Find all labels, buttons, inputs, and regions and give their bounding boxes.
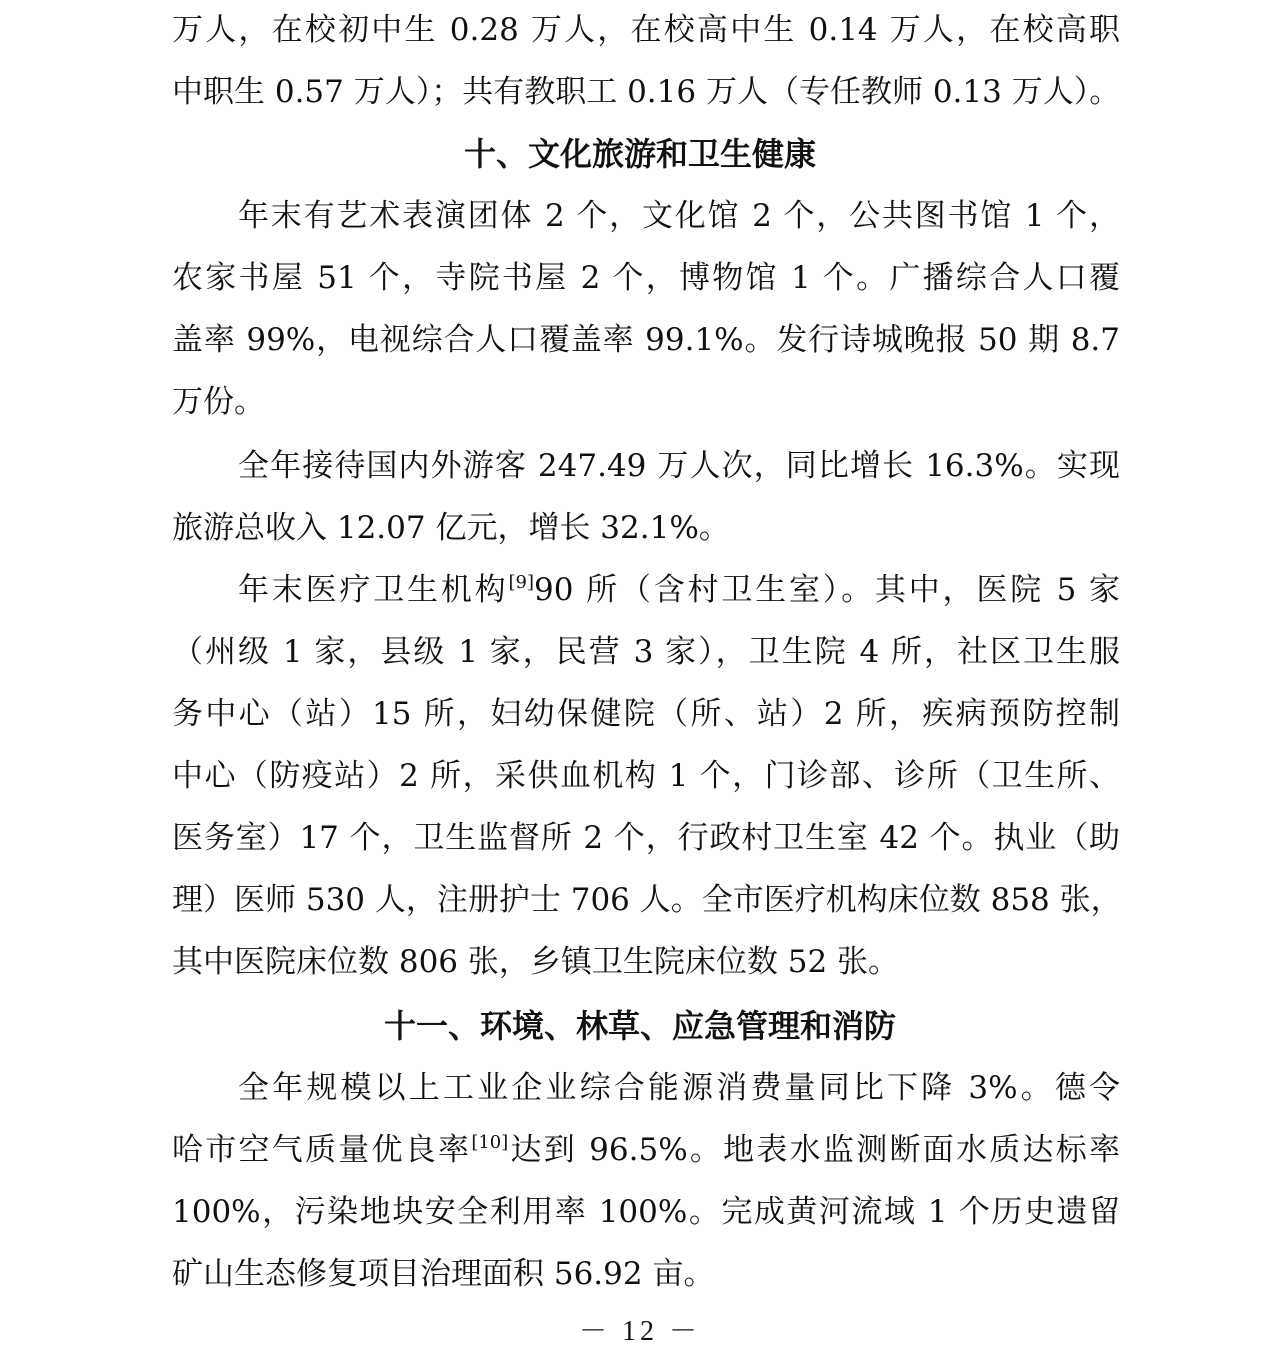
line-text: 90 所（含村卫生室）。其中，医院 5 家 [533,572,1120,608]
line-text: 达到 96.5%。地表水监测断面水质达标率 [508,1132,1120,1168]
paragraph-line: 旅游总收入 12.07 亿元，增长 32.1%。 [172,510,730,546]
section-heading-environment-forestry-emergency: 十一、环境、林草、应急管理和消防 [383,1007,896,1045]
paragraph-line [172,1126,1120,1174]
paragraph-line [238,566,1120,614]
section-heading-culture-tourism-health: 十、文化旅游和卫生健康 [463,135,816,173]
paragraph-line: 年末有艺术表演团体 2 个，文化馆 2 个，公共图书馆 1 个， [238,198,1120,234]
paragraph-line: 理）医师 530 人，注册护士 706 人。全市医疗机构床位数 858 张， [172,882,1122,918]
footnote-marker-10: [10] [471,1132,509,1153]
paragraph-line: （州级 1 家，县级 1 家，民营 3 家），卫生院 4 所，社区卫生服 [172,634,1120,670]
line-text: 年末医疗卫生机构 [238,572,509,608]
footnote-marker-9: [9] [508,572,534,593]
paragraph-line: 盖率 99%，电视综合人口覆盖率 99.1%。发行诗城晚报 50 期 8.7 [172,322,1120,358]
paragraph-line: 100%，污染地块安全利用率 100%。完成黄河流域 1 个历史遗留 [172,1194,1120,1230]
paragraph-line: 务中心（站）15 所，妇幼保健院（所、站）2 所，疾病预防控制 [172,696,1120,732]
paragraph-line: 万人，在校初中生 0.28 万人，在校高中生 0.14 万人，在校高职 [172,12,1120,48]
paragraph-line: 矿山生态修复项目治理面积 56.92 亩。 [172,1256,715,1292]
paragraph-line: 其中医院床位数 806 张，乡镇卫生院床位数 52 张。 [172,944,900,980]
paragraph-line: 全年接待国内外游客 247.49 万人次，同比增长 16.3%。实现 [238,448,1120,484]
line-text: 哈市空气质量优良率 [172,1132,472,1168]
page-number: － 12 － [578,1316,701,1347]
paragraph-line: 中心（防疫站）2 所，采供血机构 1 个，门诊部、诊所（卫生所、 [172,758,1120,794]
paragraph-line: 医务室）17 个，卫生监督所 2 个，行政村卫生室 42 个。执业（助 [172,820,1120,856]
paragraph-line: 农家书屋 51 个，寺院书屋 2 个，博物馆 1 个。广播综合人口覆 [172,260,1120,296]
paragraph-line: 全年规模以上工业企业综合能源消费量同比下降 3%。德令 [238,1070,1120,1106]
paragraph-line: 万份。 [172,384,265,420]
paragraph-line: 中职生 0.57 万人）；共有教职工 0.16 万人（专任教师 0.13 万人）。 [172,74,1121,110]
